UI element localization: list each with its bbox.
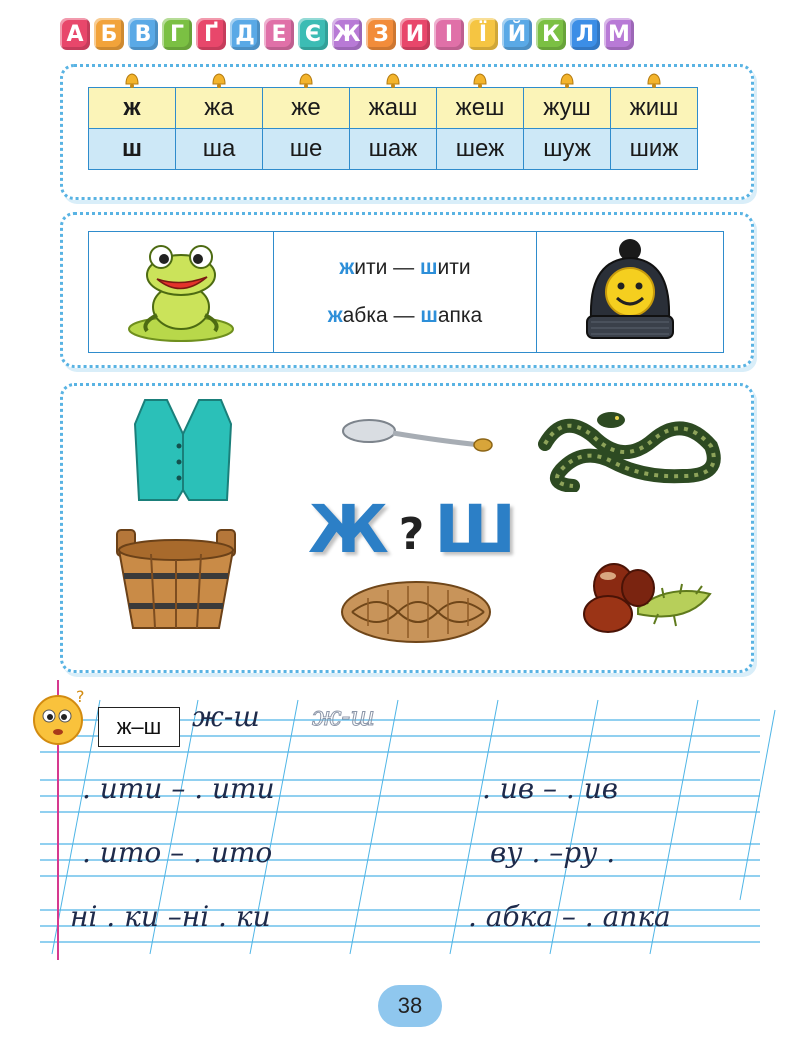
bell-icon [470,68,490,96]
quiz-letter-zh: Ж [308,491,389,568]
syllable-table [88,87,698,170]
table-cell: жеш [437,88,524,129]
alphabet-tile: М [604,18,634,50]
svg-text:?: ? [76,688,85,706]
exercise-left-3: ні . ки –ні . ки [70,900,271,933]
alphabet-tile: Ґ [196,18,226,50]
alphabet-tile: И [400,18,430,50]
spoon-picture [341,411,496,466]
table-cell: ш [89,129,176,170]
word-pairs-panel [60,212,754,368]
alphabet-tile: Є [298,18,328,50]
alphabet-tile: Ж [332,18,362,50]
alphabet-strip [60,18,760,54]
exercise-left-1: . ити – . ити [82,772,275,805]
alphabet-tile: Г [162,18,192,50]
alphabet-tile: З [366,18,396,50]
syllable-panel [60,64,754,200]
table-row [89,88,698,129]
picture-quiz-panel [60,383,754,673]
table-cell: жа [176,88,263,129]
chestnut-picture [578,554,718,643]
snake-picture [533,406,733,497]
table-cell: ше [263,129,350,170]
word-pairs-box [88,231,724,353]
vest-picture [123,394,243,511]
table-cell: ж [89,88,176,129]
alphabet-tile: В [128,18,158,50]
table-cell: шеж [437,129,524,170]
alphabet-tile: Ї [468,18,498,50]
alphabet-tile: К [536,18,566,50]
quiz-letters [308,491,516,568]
table-cell: шуж [524,129,611,170]
word-pairs-list [274,232,537,352]
table-cell: жуш [524,88,611,129]
alphabet-tile: А [60,18,90,50]
bell-icon [122,68,142,96]
hat-picture [537,232,723,352]
cursive-trace: ж-ш [312,702,375,732]
bell-icon [644,68,664,96]
table-cell: ша [176,129,263,170]
bell-icon [383,68,403,96]
table-cell: жиш [611,88,698,129]
exercise-left-2: . ито – . ито [82,836,273,869]
bell-icon [296,68,316,96]
word-pair: жити — шити [339,256,471,279]
bell-icon [557,68,577,96]
pinecone-picture [338,576,498,653]
alphabet-tile: Е [264,18,294,50]
bell-icon [209,68,229,96]
alphabet-tile: Б [94,18,124,50]
word-pair: жабка — шапка [327,304,483,327]
table-row [89,129,698,170]
cursive-sample: ж-ш [192,700,260,733]
table-cell: же [263,88,350,129]
page-number: 38 [378,985,442,1027]
table-cell: шаж [350,129,437,170]
alphabet-tile: І [434,18,464,50]
exercise-right-1: . ив – . ив [482,772,619,805]
question-mark: ? [398,509,425,560]
quiz-letter-sh: Ш [434,491,516,568]
frog-picture [89,232,274,352]
letter-pair-box: ж–ш [98,707,180,747]
tub-picture [111,524,241,641]
table-cell: жаш [350,88,437,129]
alphabet-tile: Д [230,18,260,50]
alphabet-tile: Л [570,18,600,50]
exercise-right-2: ву . –ру . [490,836,616,869]
alphabet-tile: Й [502,18,532,50]
thinking-face-icon [28,688,92,753]
table-cell: шиж [611,129,698,170]
exercise-right-3: . абка – . апка [468,900,671,933]
